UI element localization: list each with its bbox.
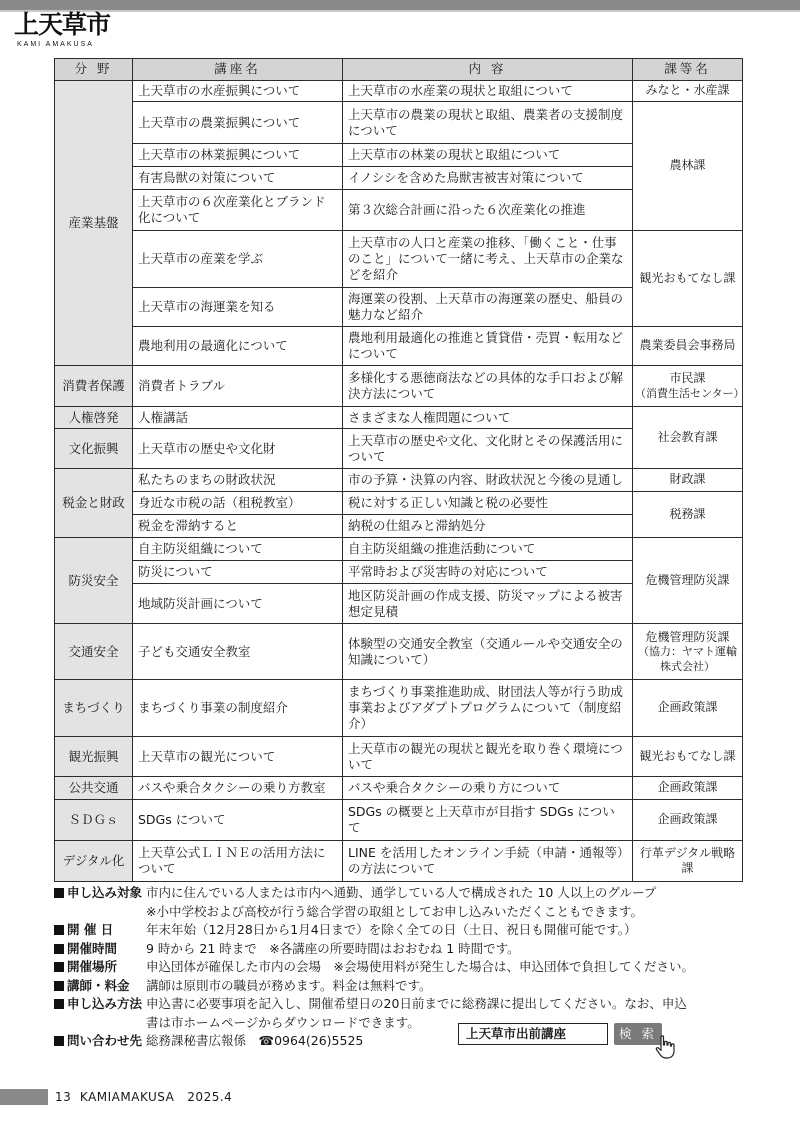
footer-bar bbox=[0, 1089, 48, 1105]
topic-cell: 農地利用の最適化について bbox=[133, 327, 343, 366]
info-text: 年末年始（12月28日から1月4日まで）を除く全ての日（土日、祝日も開催可能です。） bbox=[146, 922, 637, 937]
dept-cell: 農林課 bbox=[633, 102, 743, 231]
bullet-square-icon bbox=[54, 981, 64, 991]
dept-name: 市民課 bbox=[669, 371, 706, 386]
table-row bbox=[55, 469, 743, 492]
content-cell: 税に対する正しい知識と税の必要性 bbox=[343, 492, 633, 515]
info-target bbox=[54, 884, 754, 903]
table-row bbox=[55, 538, 743, 561]
category-cell: 観光振興 bbox=[55, 737, 133, 777]
info-date bbox=[54, 921, 754, 940]
info-target-note bbox=[54, 903, 754, 922]
content-cell: 上天草市の水産業の現状と取組について bbox=[343, 81, 633, 102]
table-row bbox=[55, 777, 743, 800]
topic-cell: 身近な市税の話（租税教室） bbox=[133, 492, 343, 515]
content-cell: 多様化する悪徳商法などの具体的な手口および解決方法について bbox=[343, 366, 633, 407]
issue-date: 2025.4 bbox=[187, 1090, 233, 1104]
content-cell: 海運業の役割、上天草市の海運業の歴史、船員の魅力など紹介 bbox=[343, 288, 633, 327]
topic-cell: 上天草市の観光について bbox=[133, 737, 343, 777]
topic-cell: 上天草市の林業振興について bbox=[133, 144, 343, 167]
topic-cell: SDGs について bbox=[133, 800, 343, 841]
page-number: 13 bbox=[55, 1090, 72, 1104]
dept-cell: 観光おもてなし課 bbox=[633, 737, 743, 777]
topic-cell: 上天草公式ＬＩＮＥの活用方法について bbox=[133, 841, 343, 882]
city-logo bbox=[14, 10, 124, 48]
dept-cell: 危機管理防災課 bbox=[633, 538, 743, 624]
table-row bbox=[55, 492, 743, 515]
topic-cell: 上天草市の産業を学ぶ bbox=[133, 231, 343, 288]
content-cell: 納税の仕組みと滞納処分 bbox=[343, 515, 633, 538]
info-text: 講師は原則市の職員が務めます。料金は無料です。 bbox=[146, 977, 432, 993]
content-cell: さまざまな人権問題について bbox=[343, 407, 633, 429]
info-time bbox=[54, 940, 754, 959]
bullet-square-icon bbox=[54, 944, 64, 954]
info-text: 申込団体が確保した市内の会場 ※会場使用料が発生した場合は、申込団体で負担してください。 bbox=[146, 959, 694, 974]
topic-cell: 自主防災組織について bbox=[133, 538, 343, 561]
header-category: 分 野 bbox=[55, 59, 133, 81]
content-cell: SDGs の概要と上天草市が目指す SDGs について bbox=[343, 800, 633, 841]
info-label: 申し込み対象 bbox=[67, 885, 143, 900]
info-label: 問い合わせ先 bbox=[67, 1033, 143, 1048]
footer bbox=[55, 1089, 232, 1105]
content-cell: 自主防災組織の推進活動について bbox=[343, 538, 633, 561]
table-row bbox=[55, 407, 743, 429]
dept-cell: 観光おもてなし課 bbox=[633, 231, 743, 327]
table-row bbox=[55, 680, 743, 737]
info-label: 開 催 日 bbox=[67, 922, 114, 937]
hand-cursor-icon bbox=[655, 1034, 683, 1060]
search-input[interactable]: 上天草市出前講座 bbox=[458, 1023, 608, 1045]
dept-name: 危機管理防災課 bbox=[645, 629, 730, 644]
dept-cell: 農業委員会事務局 bbox=[633, 327, 743, 366]
topic-cell: 上天草市の水産振興について bbox=[133, 81, 343, 102]
topic-cell: 私たちのまちの財政状況 bbox=[133, 469, 343, 492]
header-stripe-thin bbox=[0, 10, 800, 12]
content-cell: イノシシを含めた鳥獣害被害対策について bbox=[343, 167, 633, 190]
bullet-square-icon bbox=[54, 962, 64, 972]
category-cell: 消費者保護 bbox=[55, 366, 133, 407]
dept-cell: 社会教育課 bbox=[633, 407, 743, 469]
topic-cell: 地域防災計画について bbox=[133, 584, 343, 624]
info-fee bbox=[54, 977, 754, 996]
info-method bbox=[54, 995, 754, 1014]
content-cell: 地区防災計画の作成支援、防災マップによる被害想定見積 bbox=[343, 584, 633, 624]
content-cell: 上天草市の人口と産業の推移、「働くこと・仕事のこと」について一緒に考え、上天草市の企業などを紹介 bbox=[343, 231, 633, 288]
category-cell: デジタル化 bbox=[55, 841, 133, 882]
dept-cell bbox=[633, 366, 743, 407]
logo-subtext: KAMI AMAKUSA bbox=[17, 41, 94, 48]
bullet-square-icon bbox=[54, 888, 64, 898]
category-cell: 文化振興 bbox=[55, 429, 133, 469]
info-label: 開催時間 bbox=[67, 940, 118, 956]
bullet-square-icon bbox=[54, 1036, 64, 1046]
table-row bbox=[55, 841, 743, 882]
dept-cell: 財政課 bbox=[633, 469, 743, 492]
dept-cell: みなと・水産課 bbox=[633, 81, 743, 102]
magazine-name: KAMIAMAKUSA bbox=[79, 1090, 175, 1104]
table-row bbox=[55, 231, 743, 288]
topic-cell: 上天草市の歴史や文化財 bbox=[133, 429, 343, 469]
content-cell: 農地利用最適化の推進と賃貸借・売買・転用などについて bbox=[343, 327, 633, 366]
info-text: 総務課秘書広報係 ☎0964(26)5525 bbox=[146, 1033, 364, 1048]
bullet-square-icon bbox=[54, 999, 64, 1009]
topic-cell: 人権講話 bbox=[133, 407, 343, 429]
content-cell: まちづくり事業推進助成、財団法人等が行う助成事業およびアダプトプログラムについて（制度紹介） bbox=[343, 680, 633, 737]
info-place bbox=[54, 958, 754, 977]
topic-cell: バスや乗合タクシーの乗り方教室 bbox=[133, 777, 343, 800]
info-text: 書は市ホームページからダウンロードできます。 bbox=[146, 1014, 420, 1030]
info-text: 市内に住んでいる人または市内へ通勤、通学している人で構成された 10 人以上のグループ bbox=[146, 885, 657, 900]
topic-cell: 税金を滞納すると bbox=[133, 515, 343, 538]
logo-text: 上天草市 bbox=[14, 10, 111, 39]
content-cell: LINE を活用したオンライン手続（申請・通報等）の方法について bbox=[343, 841, 633, 882]
topic-cell: 有害鳥獣の対策について bbox=[133, 167, 343, 190]
dept-note: （協力：ヤマト運輸株式会社） bbox=[638, 645, 737, 673]
category-cell: 人権啓発 bbox=[55, 407, 133, 429]
content-cell: バスや乗合タクシーの乗り方について bbox=[343, 777, 633, 800]
search-button[interactable]: 検 索 bbox=[614, 1023, 662, 1045]
content-cell: 体験型の交通安全教室（交通ルールや交通安全の知識について） bbox=[343, 624, 633, 680]
lecture-table bbox=[54, 58, 743, 882]
category-cell: 交通安全 bbox=[55, 624, 133, 680]
dept-note: （消費生活センター） bbox=[635, 386, 745, 400]
dept-cell: 企画政策課 bbox=[633, 680, 743, 737]
info-label: 開催場所 bbox=[67, 959, 118, 974]
category-cell: まちづくり bbox=[55, 680, 133, 737]
table-row bbox=[55, 327, 743, 366]
category-cell: 公共交通 bbox=[55, 777, 133, 800]
category-cell: 税金と財政 bbox=[55, 469, 133, 538]
table-row bbox=[55, 800, 743, 841]
content-cell: 上天草市の観光の現状と観光を取り巻く環境について bbox=[343, 737, 633, 777]
info-text: 申込書に必要事項を記入し、開催希望日の20日前までに総務課に提出してください。なお、申込 bbox=[146, 996, 687, 1011]
info-label: 講師・料金 bbox=[67, 977, 130, 993]
topic-cell: 子ども交通安全教室 bbox=[133, 624, 343, 680]
bullet-square-icon bbox=[54, 925, 64, 935]
topic-cell: 防災について bbox=[133, 561, 343, 584]
info-label: 申し込み方法 bbox=[67, 996, 143, 1011]
table-row bbox=[55, 102, 743, 144]
topic-cell: 消費者トラブル bbox=[133, 366, 343, 407]
info-note: ※小中学校および高校が行う総合学習の取組としてお申し込みいただくこともできます。 bbox=[146, 903, 643, 919]
topic-cell: 上天草市の６次産業化とブランド化について bbox=[133, 190, 343, 231]
content-cell: 上天草市の歴史や文化、文化財とその保護活用について bbox=[343, 429, 633, 469]
topic-cell: 上天草市の農業振興について bbox=[133, 102, 343, 144]
dept-cell bbox=[633, 624, 743, 680]
content-cell: 平常時および災害時の対応について bbox=[343, 561, 633, 584]
header-content: 内 容 bbox=[343, 59, 633, 81]
info-text: 9 時から 21 時まで ※各講座の所要時間はおおむね 1 時間です。 bbox=[146, 940, 520, 956]
table-row bbox=[55, 737, 743, 777]
dept-cell: 行革デジタル戦略課 bbox=[633, 841, 743, 882]
table-row bbox=[55, 624, 743, 680]
dept-cell: 企画政策課 bbox=[633, 800, 743, 841]
topic-cell: 上天草市の海運業を知る bbox=[133, 288, 343, 327]
dept-cell: 企画政策課 bbox=[633, 777, 743, 800]
topic-cell: まちづくり事業の制度紹介 bbox=[133, 680, 343, 737]
content-cell: 上天草市の農業の現状と取組、農業者の支援制度について bbox=[343, 102, 633, 144]
category-cell: 防災安全 bbox=[55, 538, 133, 624]
table-row bbox=[55, 366, 743, 407]
category-cell: ＳＤＧｓ bbox=[55, 800, 133, 841]
content-cell: 上天草市の林業の現状と取組について bbox=[343, 144, 633, 167]
header-topic: 講座名 bbox=[133, 59, 343, 81]
dept-cell: 税務課 bbox=[633, 492, 743, 538]
table-row bbox=[55, 81, 743, 102]
category-cell: 産業基盤 bbox=[55, 81, 133, 366]
table-header-row bbox=[55, 59, 743, 81]
header-dept: 課等名 bbox=[633, 59, 743, 81]
content-cell: 第３次総合計画に沿った６次産業化の推進 bbox=[343, 190, 633, 231]
content-cell: 市の予算・決算の内容、財政状況と今後の見通し bbox=[343, 469, 633, 492]
header-stripe bbox=[0, 0, 800, 10]
